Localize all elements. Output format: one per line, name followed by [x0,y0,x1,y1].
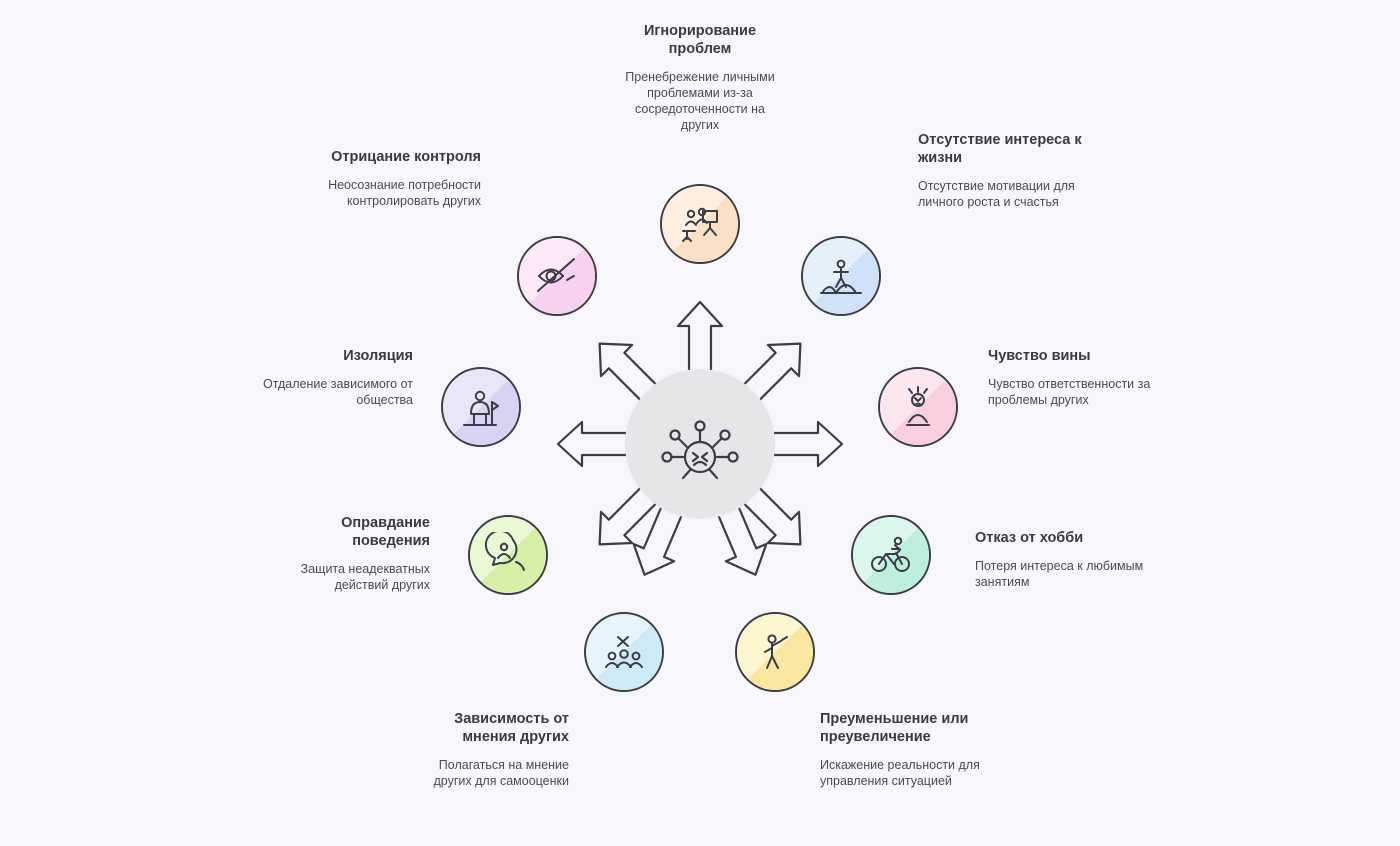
node-label-isolation [243,347,413,408]
node-icon-isolation[interactable] [441,367,521,447]
node-label-giving-up-hobbies [975,529,1145,590]
speaking-person-icon [485,532,531,578]
node-title-justifying-behaviour: Оправдание поведения [341,515,430,549]
person-in-landscape-icon [818,253,864,299]
node-icon-dependence-on-others-opinion[interactable] [584,612,664,692]
node-icon-no-interest-in-life[interactable] [801,236,881,316]
node-title-denial-of-control: Отрицание контроля [331,149,481,165]
lonely-person-icon [458,384,504,430]
node-label-denial-of-control [311,148,481,209]
node-title-no-interest-in-life: Отсутствие интереса к жизни [918,132,1082,166]
node-icon-ignoring-problems[interactable] [660,184,740,264]
node-label-guilt [988,347,1158,408]
node-icon-justifying-behaviour[interactable] [468,515,548,595]
person-pointing-icon [752,629,798,675]
node-description-denial-of-control: Неосознание потребности контролировать других [328,178,481,208]
node-title-dependence-on-others-opinion: Зависимость от мнения других [454,711,569,745]
node-description-minimizing-or-exaggerating: Искажение реальности для управления ситуацией [820,758,980,788]
node-description-no-interest-in-life: Отсутствие мотивации для личного роста и счастья [918,179,1075,209]
node-icon-denial-of-control[interactable] [517,236,597,316]
anxious-person-icon [895,384,941,430]
node-title-isolation: Изоляция [343,348,413,364]
node-description-isolation: Отдаление зависимого от общества [262,377,413,407]
node-label-ignoring-problems [615,22,785,133]
node-icon-guilt[interactable] [878,367,958,447]
distressed-person-network-icon [625,369,775,519]
node-label-justifying-behaviour [260,514,430,593]
node-title-ignoring-problems: Игнорирование проблем [643,23,757,57]
group-of-people-icon [601,629,647,675]
node-description-ignoring-problems: Пренебрежение личными проблемами из-за сосредоточенности на других [625,70,775,132]
crossed-out-eye-icon [534,253,580,299]
node-icon-minimizing-or-exaggerating[interactable] [735,612,815,692]
node-title-guilt: Чувство вины [988,348,1091,364]
node-description-justifying-behaviour: Защита неадекватных действий других [300,562,430,592]
node-label-minimizing-or-exaggerating [820,710,990,789]
people-presentation-icon [677,201,723,247]
cyclist-icon [868,532,914,578]
node-icon-giving-up-hobbies[interactable] [851,515,931,595]
node-description-guilt: Чувство ответственности за проблемы других [988,377,1151,407]
node-description-dependence-on-others-opinion: Полагаться на мнение других для самооценки [433,758,569,788]
node-title-minimizing-or-exaggerating: Преуменьшение или преувеличение [820,711,969,745]
node-label-no-interest-in-life [918,131,1088,210]
center-hub [625,369,775,519]
node-description-giving-up-hobbies: Потеря интереса к любимым занятиям [975,559,1144,589]
node-label-dependence-on-others-opinion [399,710,569,789]
node-title-giving-up-hobbies: Отказ от хобби [975,530,1084,546]
